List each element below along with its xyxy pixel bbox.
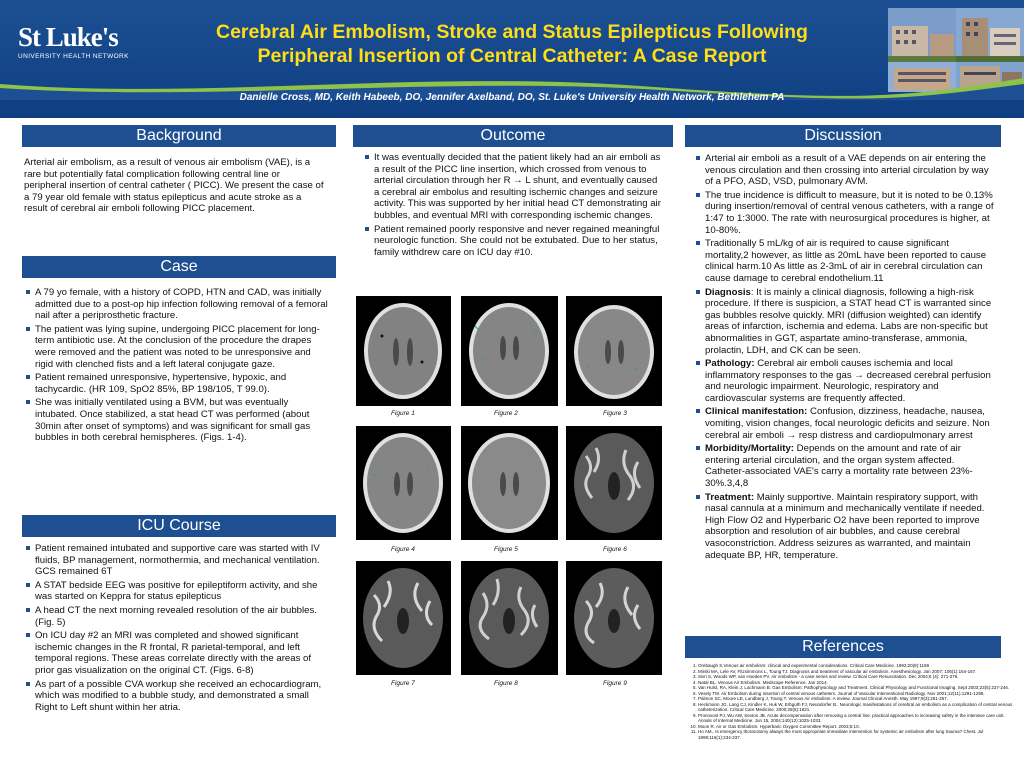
discussion-item-text: : It is mainly a clinical diagnosis, following a high-risk procedure. If there is suspicion, a STAT head CT is warranted since gas bubbles resolve quickly. MRI (diffusion weighted) can identify areas of infarction, ischemia and edema. Labs are non-specific but abnormalities in GGT, aspartate amino-transferase, ammonia, prolactin, LDH, and CK can be seen.: [705, 286, 992, 356]
reference-item: 6. Vesely TM. Air Embolism during insertion of central venous catheters. Journal of Vascular Interventional Radiology. Nov 2001;12(11):1291-1295.: [698, 691, 1014, 697]
discussion-item: [705, 358, 994, 404]
reference-item: 5. Van Hulst, RA, Klein J, Lachmann B. Gas Embolism: Pathophysiology and Treatment. Clinical Physiology and Functional Imaging. Sept 2003;23(5):237-246.: [698, 685, 1014, 691]
background-heading: Background: [22, 125, 336, 147]
case-item: The patient was lying supine, undergoing PICC placement for long-term antibiotic use. At the conclusion of the procedure the drapes were removed and the patient was noted to be unresponsive and rigid with clenched fists and a left lateral conjugate gaze.: [35, 324, 330, 370]
figure-caption: Figure 8: [494, 680, 518, 687]
discussion-list: [694, 153, 994, 563]
discussion-item: [705, 492, 994, 562]
discussion-item-text: Traditionally 5 mL/kg of air is required to cause significant mortality,2 however, as little as 20mL have been reported to cause clinical harm.10 As little as 2-3mL of air in cerebral circulation can cause damage to cerebral endothelium.11: [705, 238, 987, 284]
case-item: A 79 yo female, with a history of COPD, HTN and CAD, was initially admitted due to a post-op hip infection following removal of a femoral nail after a periprosthetic fracture.: [35, 287, 330, 322]
discussion-item-text: Depends on the amount and rate of air entering arterial circulation, and the organ system affected. Catheter-associated VAE's carry a mortality rate between 23%- 30%.3,4,8: [705, 443, 973, 490]
case-list: [24, 287, 330, 446]
outcome-heading: Outcome: [353, 125, 673, 147]
ct-scan-figure-4: [356, 426, 451, 540]
mri-figure-6: [566, 426, 662, 540]
discussion-heading: Discussion: [685, 125, 1001, 147]
outcome-list: [363, 152, 663, 260]
reference-item: 9. Pronovost PJ, Wu AW, Sexton JB. Acute decompensation after removing a central line: practical approaches to increasing safety in the intensive care unit. Annals of Internal Medicine. Jun 15, 2004;140(12):1025-1033.: [698, 713, 1014, 724]
discussion-item: [705, 153, 994, 188]
discussion-item-text: The true incidence is difficult to measure, but it is noted to be 0.13% during insertion/removal of central venous catheters, with a range of 1:47 to 1:3000. The rate with neurosurgical procedures is higher, at 10-80%.: [705, 189, 994, 236]
discussion-item-label: Morbidity/Mortality:: [705, 443, 795, 455]
author-line: Danielle Cross, MD, Keith Habeeb, DO, Jennifer Axelband, DO, St. Luke's University Health Network, Bethlehem PA: [239, 92, 785, 103]
figure-caption: Figure 6: [603, 546, 627, 553]
references-list: [685, 663, 1014, 740]
ct-scan-figure-2: [461, 296, 558, 406]
discussion-item-label: Pathology:: [705, 358, 755, 370]
mri-figure-7: [356, 561, 451, 675]
reference-item: 8. Heckmann JG, Lang CJ, Kindler K, Huk W, Erbguth FJ, Neundorfer B.. Neurologic manifestations of cerebral air embolism as a complication of central venous catheterization. Critical Care Medicine. 2000;28(5):1621.: [698, 702, 1014, 713]
discussion-item-label: Clinical manifestation:: [705, 406, 808, 418]
logo-wordmark: St Luke's: [18, 22, 118, 52]
st-lukes-logo: [18, 22, 133, 62]
outcome-item: Patient remained poorly responsive and never regained meaningful neurologic function. She could not be extubated. Due to her status, family withdrew care on ICU day #10.: [374, 224, 663, 259]
poster-title: [140, 20, 884, 68]
discussion-item: [705, 406, 994, 441]
reference-item: 3. Sivri S, Woods WP, van Hoeden PV. Air embolism - a case series and review. Critical Care Resuscitation. Dec 2004;6 (4): 271-276.: [698, 674, 1014, 680]
figure-caption: Figure 9: [603, 680, 627, 687]
title-line-1: Cerebral Air Embolism, Stroke and Status Epilepticus Following: [216, 21, 808, 43]
poster-header: [0, 0, 1024, 118]
case-item: Patient remained unresponsive, hypertensive, hypoxic, and tachycardic. (HR 109, SpO2 85%, BP 198/105, T 99.0).: [35, 372, 330, 395]
discussion-item: [705, 287, 994, 357]
reference-item: 7. Palmon SC, Moore LE, Lundberg J, Toung T. Venous Air embolism: A review. Journal Clinical Anesth. May 1997;9(3):251-257.: [698, 696, 1014, 702]
icu-course-heading: ICU Course: [22, 515, 336, 537]
references-heading: References: [685, 636, 1001, 658]
discussion-item: [705, 238, 994, 284]
ct-scan-figure-3: [566, 296, 662, 406]
logo-subtitle: UNIVERSITY HEALTH NETWORK: [18, 53, 129, 60]
icu-item: As part of a possible CVA workup she received an echocardiogram, which was modified to a bubble study, and demonstrated a small Right to Left shunt within her atria.: [35, 679, 330, 714]
discussion-item: [705, 443, 994, 489]
mri-figure-8: [461, 561, 558, 675]
reference-item: 11. Ho AM,. Is emergency thoracotomy always the most appropriate immediate intervention for systemic air embolism after lung trauma? Chest. Jul 1999;116(1):234-237.: [698, 729, 1014, 740]
ct-scan-figure-5: [461, 426, 558, 540]
icu-item: On ICU day #2 an MRI was completed and showed significant ischemic changes in the R frontal, R parietal-temporal, and left temporal regions. These areas correlate directly with the areas of prior gas visualization on the original CT. (Figs. 6-8): [35, 630, 330, 676]
hospital-photo-1: [888, 8, 956, 62]
discussion-item-text: Mainly supportive. Maintain respiratory support, with nasal cannula at a minimum and mechanically ventilate if needed. High Flow O2 and Hyperbaric O2 have been reported to improve absorption and resolution of air bubbles, and cause cerebral vasoconstriction. Address seizures as warranted, and maintain adequate BP, HR, temperature.: [705, 491, 985, 561]
discussion-item-label: Treatment:: [705, 491, 755, 503]
discussion-item: [705, 190, 994, 236]
reference-item: 1. Orebaugh S.Venous air embolism: clinical and experimental considerations. Critical Care Medicine. 1992;20(8):1169: [698, 663, 1014, 669]
discussion-item-label: Diagnosis: [705, 286, 751, 298]
figure-caption: Figure 3: [603, 410, 627, 417]
reference-item: 4. Natal BL. Venous Air Embolism. Medscape Reference. Jan 2014.: [698, 680, 1014, 686]
icu-course-list: [24, 543, 330, 715]
figure-caption: Figure 1: [391, 410, 415, 417]
hospital-photo-2: [956, 8, 1024, 62]
figure-caption: Figure 7: [391, 680, 415, 687]
outcome-item: It was eventually decided that the patient likely had an air emboli as a result of the PICC line insertion, which crossed from venous to arterial circulation through her R → L shunt, and eventually caused a cerebral air embolus and resulting ischemic changes and seizure activity. This was supported by her initial head CT demonstrating air bubbles, and eventual MRI with corresponding ischemic changes.: [374, 152, 663, 222]
case-heading: Case: [22, 256, 336, 278]
reference-item: 10. Moon R. Air or Gas Embolism. Hyperbaric Oxygen Committee Report. 2003;5:10.: [698, 724, 1014, 730]
mri-figure-9: [566, 561, 662, 675]
figure-caption: Figure 2: [494, 410, 518, 417]
ct-scan-figure-1: [356, 296, 451, 406]
title-line-2: Peripheral Insertion of Central Catheter: A Case Report: [257, 45, 767, 67]
discussion-item-text: Cerebral air emboli causes ischemia and local inflammatory responses to the gas → decreased cerebral perfusion and neurologic impairment. Neurologic, respiratory and cardiovascular systems are frequently affected.: [705, 358, 991, 404]
icu-item: A STAT bedside EEG was positive for epileptiform activity, and she was started on Keppra for status epilepticus: [35, 580, 330, 603]
figure-caption: Figure 4: [391, 546, 415, 553]
background-text: Arterial air embolism, as a result of venous air embolism (VAE), is a rare but potentially fatal complication following central line or peripheral insertion of central catheter ( PICC). We present the case of a 79 year old female with status epilepticus and acute stroke as a result of cerebral air emboli following PICC placement.: [24, 157, 324, 215]
discussion-item-text: Arterial air emboli as a result of a VAE depends on air entering the venous circulation and then crossing into arterial circulation by way of a PFO, ASD, VSD, pulmonary AVM.: [705, 153, 989, 188]
case-item: She was initially ventilated using a BVM, but was eventually intubated. Once stabilized, a stat head CT was performed (about 30min after onset of symptoms) and was significant for small gas bubbles in both cerebral hemispheres. (Figs. 1-4).: [35, 397, 330, 443]
icu-item: A head CT the next morning revealed resolution of the air bubbles. (Fig. 5): [35, 605, 330, 628]
figure-caption: Figure 5: [494, 546, 518, 553]
discussion-item-text: Confusion, dizziness, headache, nausea, vomiting, vision changes, focal neurologic deficits and seizure. Non cerebral air emboli → resp distress and cardiopulmonary arrest: [705, 406, 990, 441]
icu-item: Patient remained intubated and supportive care was started with IV fluids, BP management, normothermia, and mechanical ventilation. GCS remained 6T: [35, 543, 330, 578]
reference-item: 2. Mirski MA, Lele AV, Fitzsimmons L, Toung TJ. Diagnosis and treatment of vascular air embolism. Anesthesiology. Jan 2007; 106(1):164-167.: [698, 669, 1014, 675]
